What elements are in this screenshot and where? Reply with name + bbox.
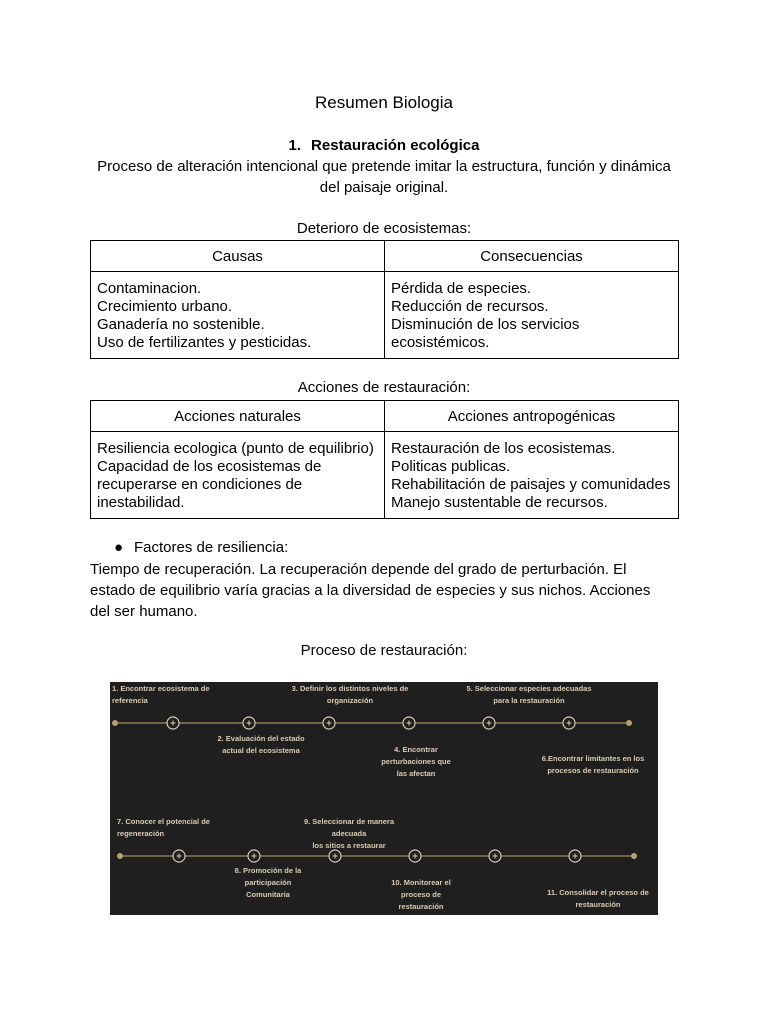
- resilience-bullet: [114, 539, 288, 556]
- process-step-2: 2. Evaluación del estado actual del ecosistema: [217, 734, 305, 755]
- timeline-step-node: [489, 850, 501, 862]
- timeline-endpoint: [626, 720, 632, 726]
- table1-causes-cell: [91, 272, 385, 359]
- table2-header-anthropogenic: Acciones antropogénicas: [385, 401, 679, 432]
- timeline-step-node: [248, 850, 260, 862]
- consequence-item: Reducción de recursos.: [391, 298, 549, 315]
- cause-item: Contaminacion.: [97, 280, 202, 297]
- intro-paragraph: Proceso de alteración intencional que pretende imitar la estructura, función y dinámica del paisaje original.: [97, 158, 671, 196]
- table1-consequences-cell: [385, 272, 679, 359]
- timeline-step-node: [173, 850, 185, 862]
- table1-caption: Deterioro de ecosistemas:: [296, 220, 472, 237]
- deterioration-table: [90, 240, 679, 359]
- timeline-step-node: [403, 717, 415, 729]
- natural-action-item: recuperarse en condiciones de: [97, 476, 303, 493]
- process-step-11: 11. Consolidar el proceso de restauración: [547, 888, 649, 909]
- section-heading-text: Restauración ecológica: [311, 137, 480, 154]
- restoration-actions-table: [90, 400, 679, 519]
- process-step-1: 1. Encontrar ecosistema de referencia: [112, 684, 210, 705]
- timeline-endpoint: [117, 853, 123, 859]
- timeline-step-node: [243, 717, 255, 729]
- timeline-step-node: [483, 717, 495, 729]
- anthropogenic-action-item: Rehabilitación de paisajes y comunidades: [391, 476, 671, 493]
- resilience-bullet-text: Factores de resiliencia:: [134, 539, 289, 556]
- table2-natural-cell: [91, 432, 385, 519]
- anthropogenic-action-item: Politicas publicas.: [391, 458, 511, 475]
- consequence-item: ecosistémicos.: [391, 334, 490, 351]
- anthropogenic-action-item: Restauración de los ecosistemas.: [391, 440, 616, 457]
- natural-action-item: Capacidad de los ecosistemas de: [97, 458, 322, 475]
- timeline-step-node: [167, 717, 179, 729]
- process-step-7: 7. Conocer el potencial de regeneración: [117, 817, 210, 838]
- table1-header-consequences: Consecuencias: [385, 241, 679, 272]
- document-title: Resumen Biologia: [315, 93, 453, 112]
- cause-item: Ganadería no sostenible.: [97, 316, 265, 333]
- timeline-endpoint: [631, 853, 637, 859]
- process-step-3: 3. Definir los distintos niveles de organización: [291, 684, 409, 705]
- timeline-step-node: [569, 850, 581, 862]
- timeline-step-node: [563, 717, 575, 729]
- natural-action-item: Resiliencia ecologica (punto de equilibrio): [97, 440, 374, 457]
- table2-anthropogenic-cell: [385, 432, 679, 519]
- cause-item: Crecimiento urbano.: [97, 298, 233, 315]
- process-step-6: 6.Encontrar limitantes en los procesos de restauración: [541, 754, 645, 775]
- process-step-8: 8. Promoción de la participación Comunitaria: [234, 866, 302, 899]
- timeline-endpoint: [112, 720, 118, 726]
- bullet-icon: ●: [114, 539, 124, 556]
- resilience-paragraph: Tiempo de recuperación. La recuperación depende del grado de perturbación. El estado de equilibrio varía gracias a la diversidad de especies y sus nichos. Acciones del ser humano.: [90, 561, 651, 620]
- section-heading: [0, 137, 768, 154]
- table1-header-causes: Causas: [91, 241, 385, 272]
- process-step-10: 10. Monitorear el proceso de restauración: [391, 878, 451, 911]
- timeline-step-node: [323, 717, 335, 729]
- consequence-item: Pérdida de especies.: [391, 280, 532, 297]
- table2-caption: Acciones de restauración:: [297, 379, 471, 396]
- process-caption: Proceso de restauración:: [300, 642, 468, 659]
- restoration-process-diagram: [110, 682, 658, 915]
- anthropogenic-action-item: Manejo sustentable de recursos.: [391, 494, 608, 511]
- cause-item: Uso de fertilizantes y pesticidas.: [97, 334, 312, 351]
- consequence-item: Disminución de los servicios: [391, 316, 580, 333]
- process-step-5: 5. Seleccionar especies adecuadas para la restauración: [466, 684, 592, 705]
- section-number: 1.: [288, 137, 302, 154]
- natural-action-item: inestabilidad.: [97, 494, 185, 511]
- process-step-4: 4. Encontrar perturbaciones que las afectan: [381, 745, 451, 778]
- table2-header-natural: Acciones naturales: [91, 401, 385, 432]
- process-step-9: 9. Seleccionar de manera adecuada los sitios a restaurar: [303, 817, 395, 850]
